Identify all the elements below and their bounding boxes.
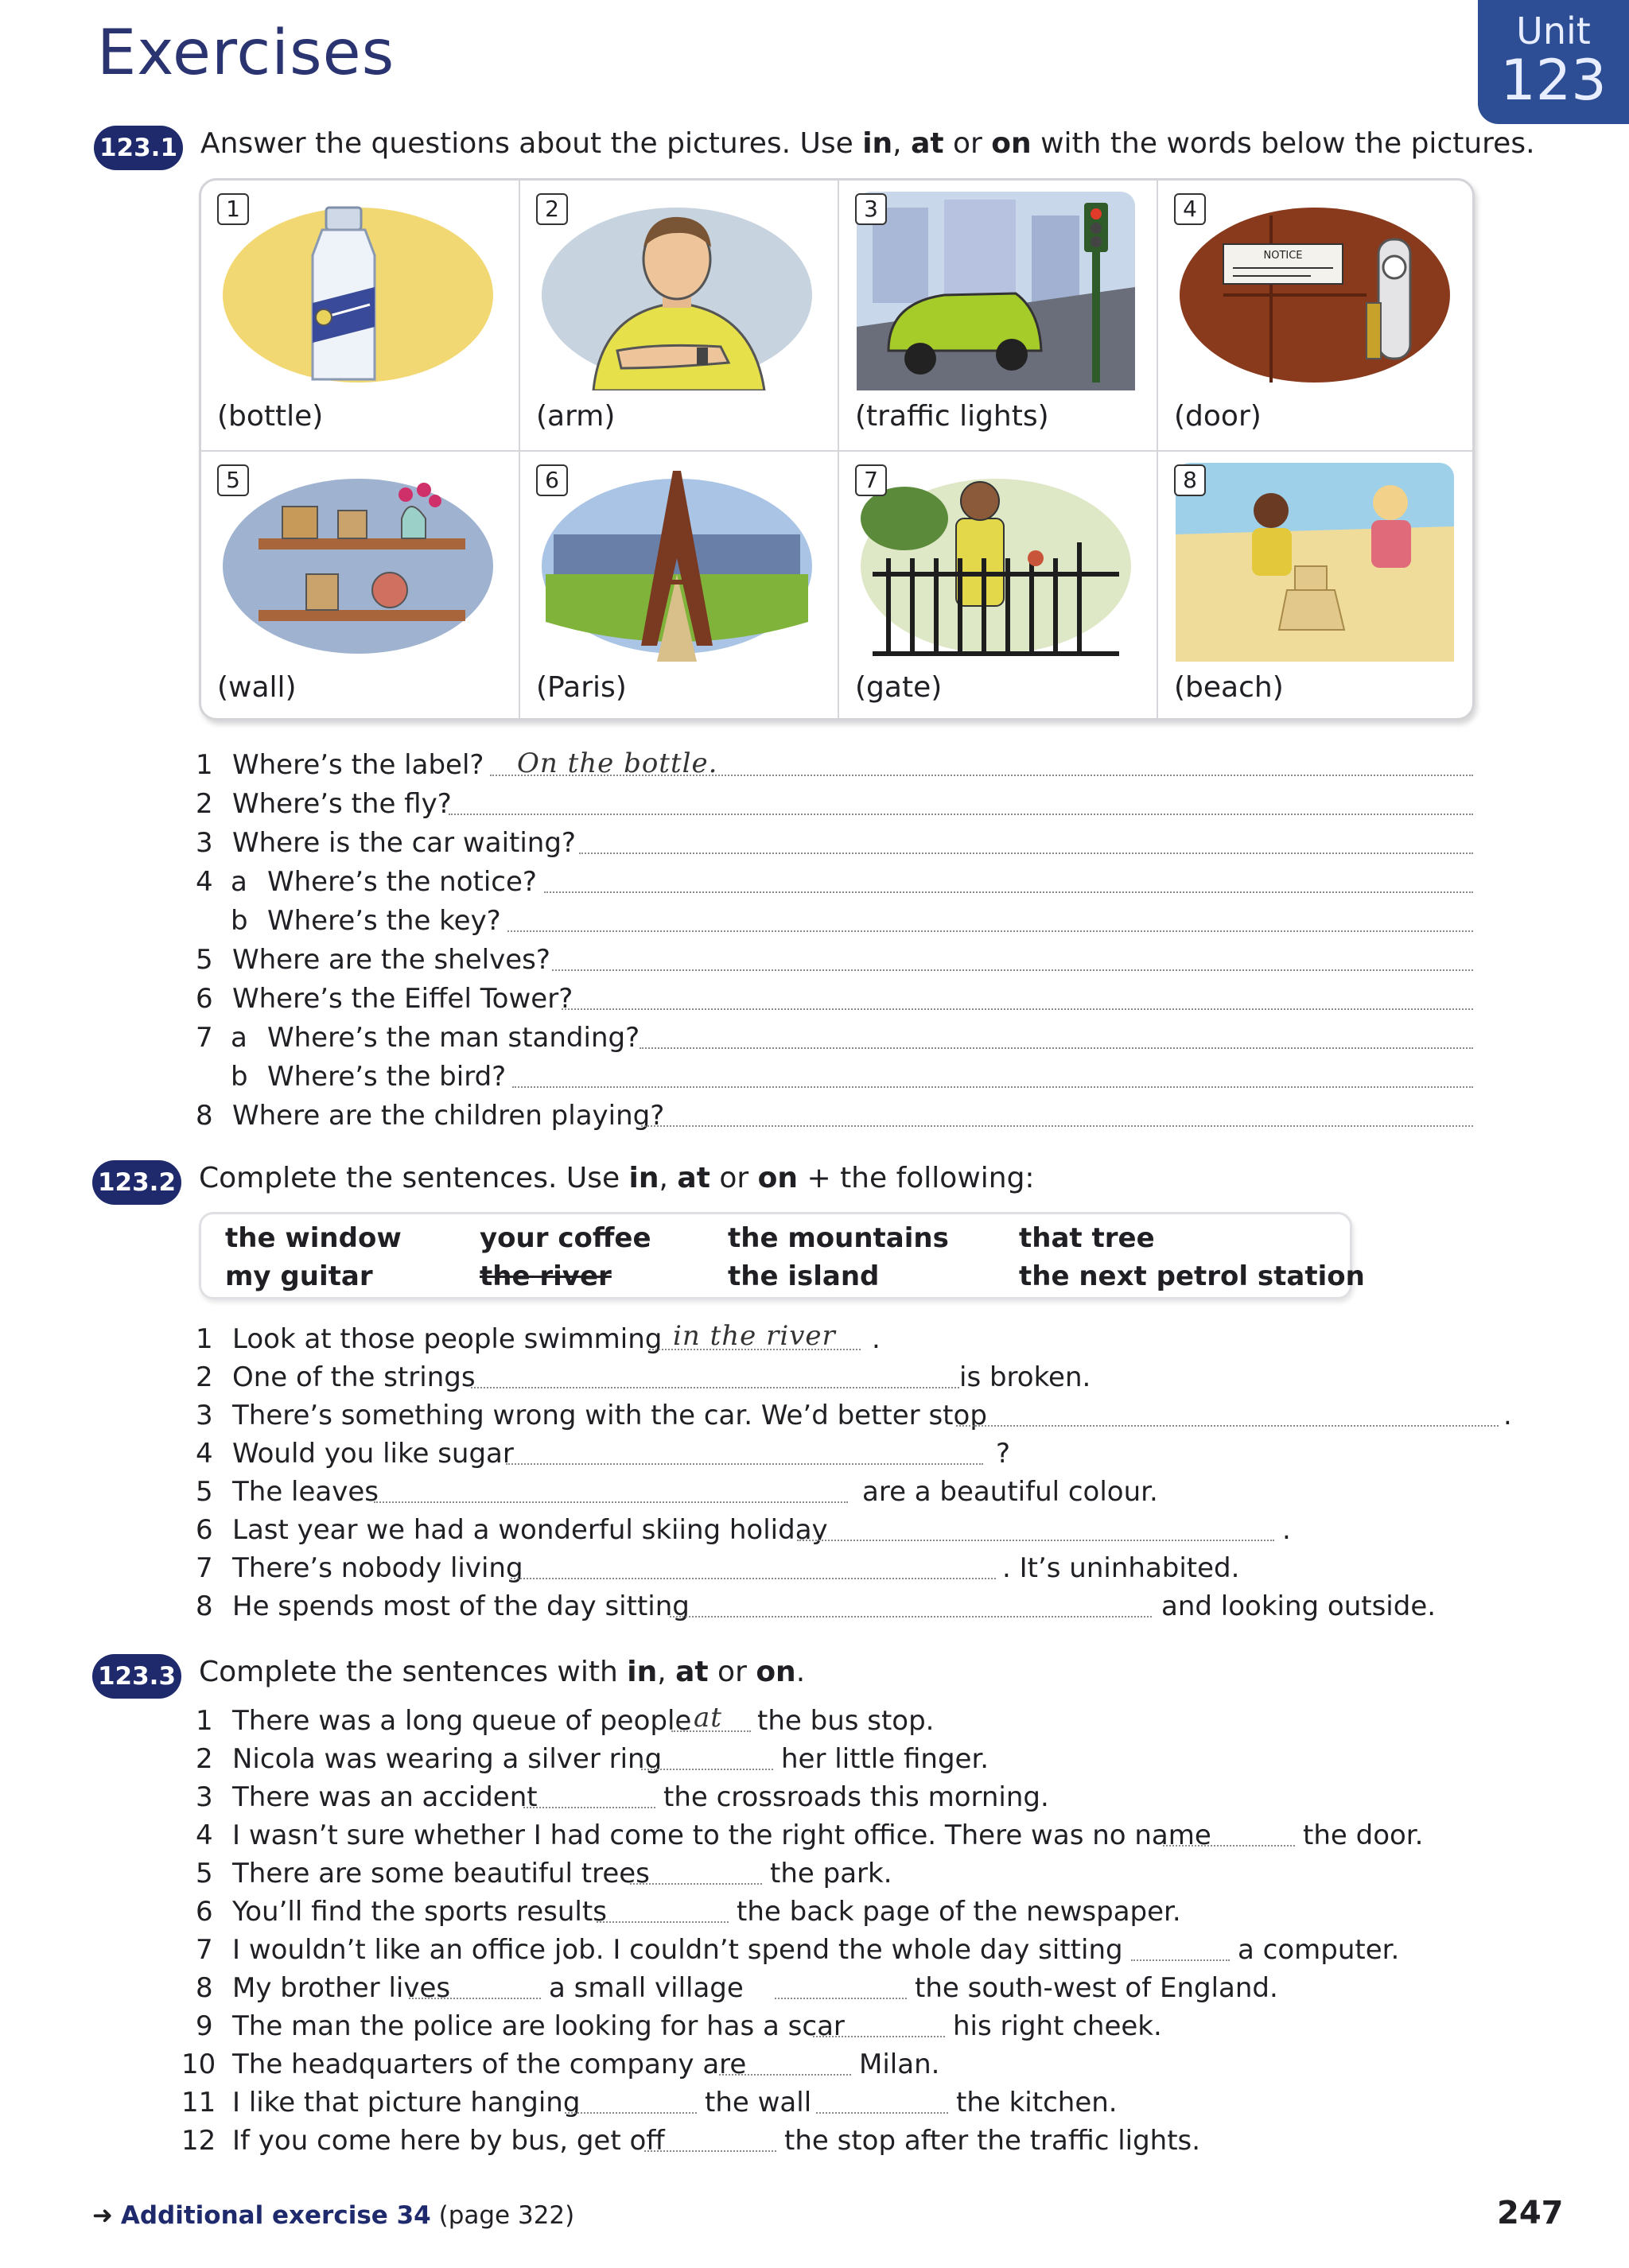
answer-line[interactable] [640, 1022, 1473, 1049]
question-row: 2 Where’s the fly? [196, 788, 1476, 823]
sentence-row: 3 There’s something wrong with the car. We’d better stop . [196, 1400, 1512, 1431]
question-row: 1 Where’s the label? On the bottle. [196, 749, 1476, 784]
picture-cell-4 [1158, 181, 1475, 452]
picture-cell-1 [201, 181, 520, 452]
sentence-row: 7 There’s nobody living . It’s uninhabited. [196, 1552, 1240, 1584]
question-row: b Where’s the key? [196, 905, 1476, 940]
sentence-row: 1 There was a long queue of people at the bus stop. [196, 1702, 935, 1737]
answer-line[interactable] [816, 2087, 948, 2114]
sentence-row: 7 I wouldn’t like an office job. I couldn’t spend the whole day sitting a computer. [196, 1934, 1400, 1966]
word-option: my guitar [225, 1260, 373, 1292]
word-option: the mountains [728, 1222, 949, 1254]
sentence-row: 3 There was an accident the crossroads this morning. [196, 1781, 1049, 1813]
sentence-row: 8 He spends most of the day sitting and looking outside. [196, 1590, 1437, 1622]
picture-caption: (wall) [217, 671, 297, 704]
wall-shelves-picture [219, 463, 497, 662]
picture-number: 4 [1174, 193, 1206, 225]
picture-number: 5 [217, 464, 249, 496]
answer-line[interactable] [797, 1514, 1274, 1541]
bottle-picture [219, 192, 497, 390]
word-option: that tree [1019, 1222, 1155, 1254]
picture-caption: (bottle) [217, 400, 324, 433]
picture-cell-2 [520, 181, 839, 452]
sentence-row: 1 Look at those people swimming in the river . [196, 1320, 881, 1355]
sentence-row: 4 Would you like sugar ? [196, 1438, 1011, 1470]
exercise-1-instruction: Answer the questions about the pictures. Use in, at or on with the words below the pictures. [200, 127, 1535, 160]
answer-line[interactable] [775, 1972, 907, 1999]
sentence-row: 4 I wasn’t sure whether I had come to the right office. There was no name the door. [196, 1819, 1424, 1851]
exercise-badge-1: 123.1 [94, 126, 183, 170]
question-row: 6 Where’s the Eiffel Tower? [196, 983, 1476, 1018]
answer-line[interactable] [507, 905, 1473, 932]
answer-line[interactable] [449, 788, 1473, 815]
word-option: the island [728, 1260, 880, 1292]
exercise-3-instruction: Complete the sentences with in, at or on. [199, 1656, 806, 1688]
unit-tab [1478, 0, 1629, 124]
answer-line[interactable] [579, 827, 1473, 854]
picture-cell-3 [839, 181, 1158, 452]
answer-line[interactable] [471, 1361, 959, 1388]
page-title: Exercises [97, 17, 395, 89]
picture-number: 2 [536, 193, 568, 225]
answer-line[interactable] [523, 1781, 655, 1808]
answer-line[interactable] [670, 1590, 1152, 1618]
question-row: 7 a Where’s the man standing? [196, 1022, 1476, 1057]
handwritten-answer: in the river [673, 1320, 836, 1352]
answer-line[interactable] [630, 1858, 762, 1885]
sentence-row: 5 The leaves are a beautiful colour. [196, 1476, 1158, 1508]
answer-line[interactable] [562, 983, 1473, 1010]
man-at-gate-picture [857, 463, 1135, 662]
sentence-row: 8 My brother lives a small village the south-west of England. [196, 1972, 1278, 2004]
question-row: 4 a Where’s the notice? [196, 866, 1476, 901]
answer-line[interactable] [506, 1438, 983, 1465]
question-row: 3 Where is the car waiting? [196, 827, 1476, 862]
exercise-badge-3: 123.3 [92, 1654, 181, 1699]
notice-sign-text: NOTICE [1263, 250, 1303, 262]
picture-number: 3 [855, 193, 887, 225]
car-traffic-lights-picture [857, 192, 1135, 390]
exercise-badge-2: 123.2 [92, 1160, 181, 1205]
sentence-row: 10 The headquarters of the company are Milan. [181, 2049, 940, 2080]
picture-number: 8 [1174, 464, 1206, 496]
unit-label: Unit [1516, 10, 1591, 52]
answer-line[interactable] [719, 2049, 851, 2076]
sentence-row: 6 You’ll find the sports results the back page of the newspaper. [196, 1896, 1181, 1928]
answer-line[interactable] [512, 1061, 1473, 1088]
additional-exercise-link[interactable]: ➜ Additional exercise 34 (page 322) [92, 2201, 575, 2230]
sentence-row: 2 Nicola was wearing a silver ring her little finger. [196, 1743, 989, 1775]
sentence-row: 11 I like that picture hanging the wall the kitchen. [181, 2087, 1118, 2118]
handwritten-answer: On the bottle. [517, 748, 718, 779]
question-row: b Where’s the bird? [196, 1061, 1476, 1096]
word-option-used: the river [480, 1260, 612, 1292]
unit-number: 123 [1500, 48, 1607, 113]
door-picture [1176, 192, 1454, 390]
picture-number: 7 [855, 464, 887, 496]
beach-picture [1176, 463, 1454, 662]
sentence-row: 6 Last year we had a wonderful skiing holiday . [196, 1514, 1291, 1546]
question-row: 5 Where are the shelves? [196, 944, 1476, 979]
picture-cell-7 [839, 452, 1158, 720]
picture-caption: (Paris) [536, 671, 627, 704]
answer-line[interactable] [409, 1972, 541, 1999]
exercise-2-instruction: Complete the sentences. Use in, at or on + the following: [199, 1162, 1035, 1194]
answer-line[interactable] [597, 1896, 729, 1923]
sentence-row: 5 There are some beautiful trees the park. [196, 1858, 892, 1889]
picture-caption: (gate) [855, 671, 943, 704]
eiffel-tower-picture [538, 463, 816, 662]
word-option: the next petrol station [1019, 1260, 1365, 1292]
picture-grid [199, 178, 1475, 720]
picture-caption: (beach) [1174, 671, 1284, 704]
answer-line[interactable] [552, 944, 1473, 971]
arrow-right-icon: ➜ [92, 2201, 113, 2230]
picture-cell-5 [201, 452, 520, 720]
answer-line[interactable] [374, 1476, 848, 1503]
word-option: your coffee [480, 1222, 651, 1254]
word-box [199, 1212, 1365, 1299]
sentence-row: 9 The man the police are looking for has a scar his right cheek. [196, 2010, 1162, 2042]
question-row: 8 Where are the children playing? [196, 1100, 1476, 1135]
answer-line[interactable] [511, 1552, 996, 1579]
answer-line[interactable] [641, 1100, 1473, 1127]
answer-line[interactable] [641, 1743, 773, 1770]
man-arm-picture [538, 192, 816, 390]
picture-number: 6 [536, 464, 568, 496]
word-option: the window [225, 1222, 402, 1254]
picture-cell-6 [520, 452, 839, 720]
page-number: 247 [1497, 2195, 1564, 2231]
answer-line[interactable] [1131, 1934, 1230, 1961]
answer-line[interactable] [813, 2010, 945, 2037]
answer-line[interactable] [565, 2087, 697, 2114]
picture-cell-8 [1158, 452, 1475, 720]
answer-line[interactable] [544, 866, 1473, 893]
picture-caption: (traffic lights) [855, 400, 1049, 433]
picture-caption: (door) [1174, 400, 1262, 433]
answer-line[interactable] [644, 2125, 776, 2152]
picture-number: 1 [217, 193, 249, 225]
answer-line[interactable] [956, 1400, 1499, 1427]
sentence-row: 2 One of the strings is broken. [196, 1361, 1091, 1393]
picture-caption: (arm) [536, 400, 616, 433]
handwritten-answer: at [694, 1702, 722, 1734]
sentence-row: 12 If you come here by bus, get off the stop after the traffic lights. [181, 2125, 1201, 2157]
answer-line[interactable] [1163, 1819, 1295, 1847]
